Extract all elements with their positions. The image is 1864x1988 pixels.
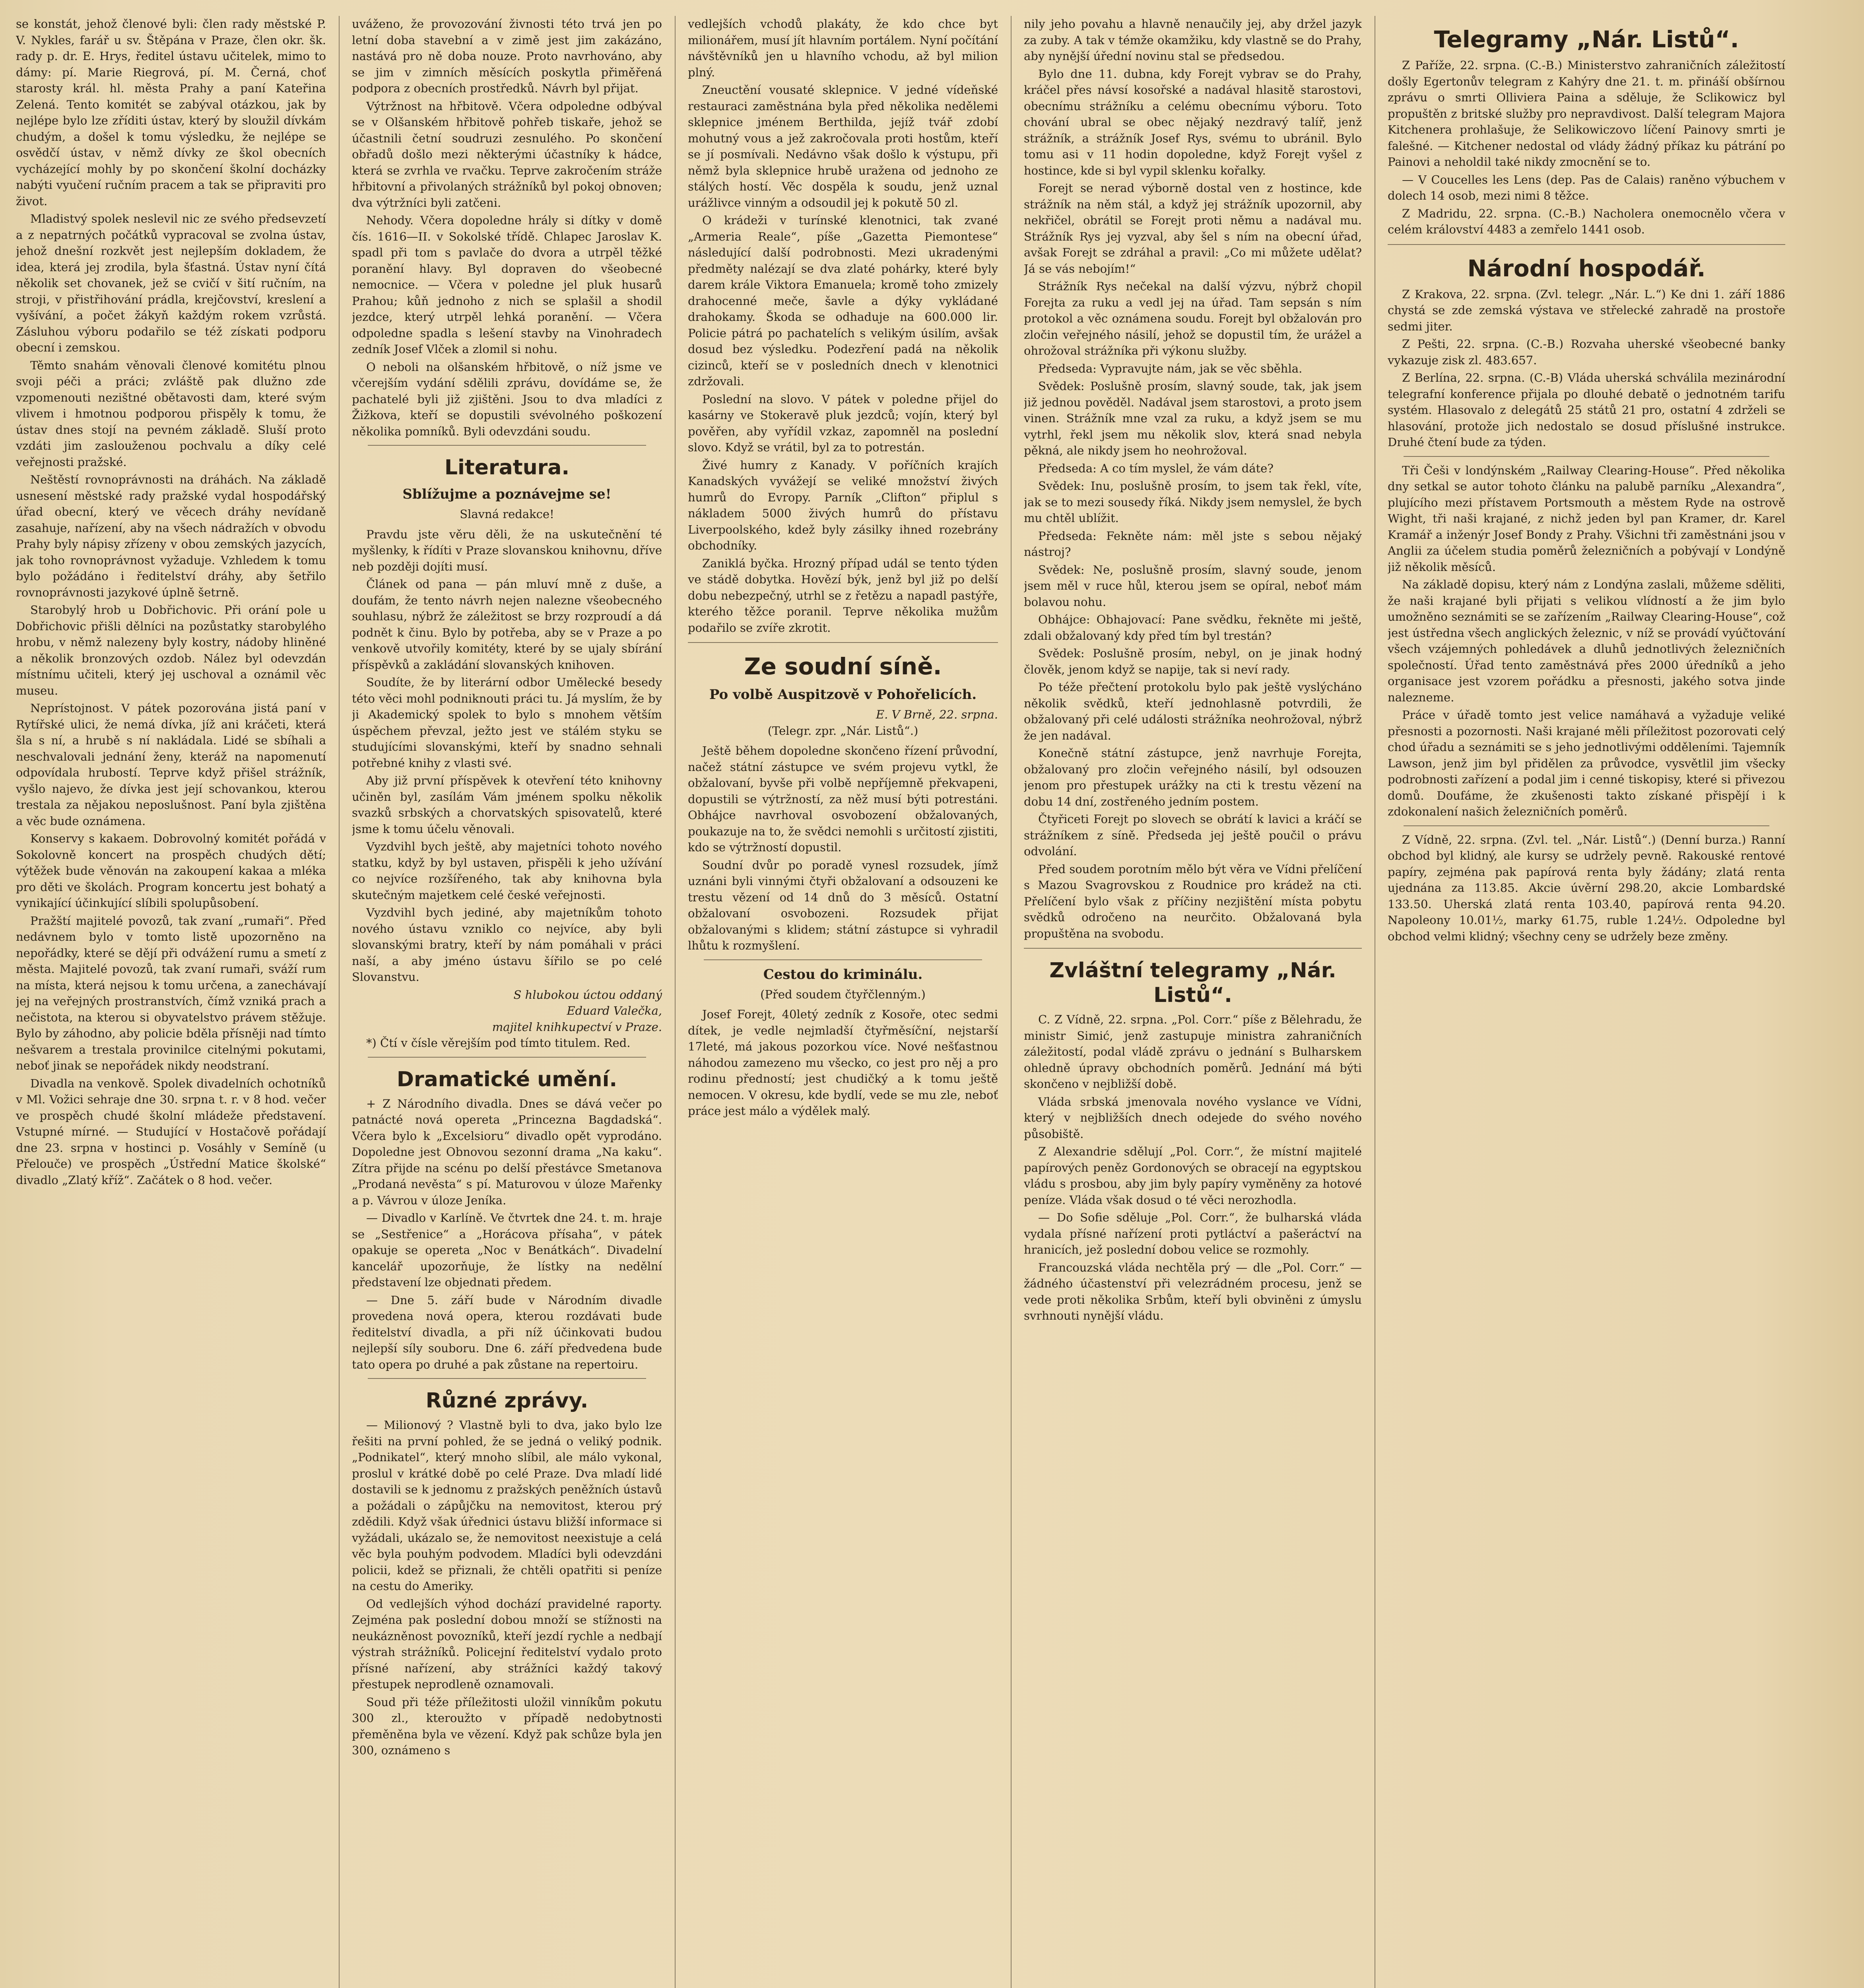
- section-rule: [688, 642, 998, 643]
- article-paragraph: vedlejších vchodů plakáty, že kdo chce byt milionářem, musí jít hlavním portálem. Nyní počítání návštěvníků jen u hlavního vchodu, až byl milion plný.: [688, 17, 998, 79]
- dialogue-line: Předseda: Fekněte nám: měl jste s sebou nějaký nástroj?: [1024, 529, 1362, 559]
- column-2: [352, 16, 662, 1988]
- article-paragraph: Konservy s kakaem. Dobrovolný komitét pořádá v Sokolovně koncert na prospěch chudých dětí; výtěžek bude věnován na zakoupení kakaa a mléka pro děti ve školách. Program koncertu jest bohatý a vynikající účinkující slíbili spolupůsobení.: [16, 832, 326, 910]
- article-paragraph: Článek od pana — pán mluví mně z duše, a doufám, že tento návrh nejen nalezne všeobecného souhlasu, nýbrž že záležitost se brzy rozproudí a dá podnět k činu. Bylo by potřeba, aby se v Praze a po venkově utvořily komitéty, které by se ujaly sbírání příspěvků a zakládání slovanských knihoven.: [352, 577, 662, 672]
- article-paragraph: — Do Sofie sděluje „Pol. Corr.“, že bulharská vláda vydala přísné nařízení proti pytláctví a pašeráctví na hranicích, jež poslední dobou velice se rozmohly.: [1024, 1211, 1362, 1256]
- section-heading-telegramy: Telegramy „Nár. Listů“.: [1434, 26, 1739, 53]
- section-heading-narodni-hospodar: Národní hospodář.: [1467, 254, 1706, 282]
- article-paragraph: C. Z Vídně, 22. srpna. „Pol. Corr.“ píše z Bělehradu, že ministr Simić, jenž zastupuje ministra zahraničních záležitostí, podal vládě zprávu o jednání s Bulharskem ohledně úpravy obchodních poměrů. Jednání má býti skončeno v nejbližší době.: [1024, 1013, 1362, 1091]
- section-heading-ruzne-zpravy: Různé zprávy.: [425, 1389, 588, 1413]
- article-paragraph: Neštěstí rovnoprávnosti na dráhách. Na základě usnesení městské rady pražské vydal hospodářský úřad obecní, který ve věcech dráhy nevídaně zasahuje, nařízení, aby na všech nádražích v obvodu Prahy byly nápisy zřízeny v obou zemských jazycích, jak toho rovnoprávnost vyžaduje. Vzhledem k tomu bylo požádáno i ředitelství dráhy, aby šetřilo rovnoprávnosti jazykové úplně šetrně.: [16, 473, 326, 599]
- section-heading-dramaticke-umeni: Dramatické umění.: [396, 1067, 617, 1091]
- article-paragraph: — Dne 5. září bude v Národním divadle provedena nová opera, kterou rozdávati bude ředitelství divadla, a při níž účinkovati budou nejlepší síly souboru. Dne 6. září předvedena bude tato opera po druhé a pak zůstane na repertoiru.: [352, 1293, 662, 1371]
- article-paragraph: Soud při téže příležitosti uložil vinníkům pokutu 300 zl., kteroužto v případě nedobytnosti přeměněna byla ve vězení. Když pak schůze byla jen 300, oznámeno s: [352, 1695, 662, 1757]
- article-paragraph: Divadla na venkově. Spolek divadelních ochotníků v Ml. Vožici sehraje dne 30. srpna t. r. v 8 hod. večer ve prospěch chudé školní mládeže představení. Vstupné mírné. — Studující v Hostačově pořádají dne 23. srpna v hostinci p. Vosáhly v Semíně (u Přelouče) ve prospěch „Ústřední Matice školské“ divadlo „Zlatý kříž“. Začátek o 8 hod. večer.: [16, 1076, 326, 1187]
- dialogue-line: Obhájce: Obhajovací: Pane svědku, řekněte mi ještě, zdali obžalovaný kdy před tím byl trestán?: [1024, 613, 1362, 643]
- letter-salutation: Slavná redakce!: [460, 507, 554, 521]
- section-heading-literatura: Literatura.: [444, 456, 570, 480]
- article-paragraph: Těmto snahám věnovali členové komitétu plnou svoji péči a práci; zvláště pak dlužno zde vzpomenouti nezištné obětavosti dam, které svým vlivem i hmotnou podporou přispěly k tomu, že ústav dnes stojí na pevném základě. Sluší proto vzdáti jim zaslouženou pochvalu a díky celé veřejnosti pražské.: [16, 358, 326, 469]
- article-paragraph: Bylo dne 11. dubna, kdy Forejt vybrav se do Prahy, kráčel přes návsí kosořské a nadával hlasitě starostovi, obecnímu strážníku a celému obecnímu výboru. Toto chování ubral se obec nějaký nezdravý talíř, jenž strážník, a strážník Josef Rys, svému to ubránil. Bylo tomu asi v 11 hodin dopoledne, když Forejt vyšel z hostince, kde si byl vypil sklenku kořalky.: [1024, 67, 1362, 177]
- article-paragraph: + Z Národního divadla. Dnes se dává večer po patnácté nová opereta „Princezna Bagdadská“. Včera bylo k „Excelsioru“ divadlo opět vyprodáno. Dopoledne jest Obnovou sezonní drama „Na kaku“. Zítra přijde na scénu po delší přestávce Smetanova „Prodaná nevěsta“ s pí. Maturovou v úloze Mařenky a p. Vávrou v úloze Jeníka.: [352, 1097, 662, 1207]
- article-subheading: (Před soudem čtyřčlenným.): [760, 987, 926, 1001]
- article-paragraph: Neprístojnost. V pátek pozorována jistá paní v Rytířské ulici, že nemá dívka, jíž ani kráčeti, která šla s ní, a hrubě s ní nakládala. Lidé se sbíhali a neschvalovali jednání ženy, kteráž na napomenutí odpovídala hrubostí. Teprve když přišel strážník, vyšlo najevo, že dívka jest její schovankou, kterou trestala za nějakou neposlušnost. Paní byla zjištěna a věc bude oznámena.: [16, 701, 326, 828]
- article-paragraph: nily jeho povahu a hlavně nenaučily jej, aby držel jazyk za zuby. A tak v témže okamžiku, kdy vlastně se do Prahy, aby nynější úřední novinu stal se předsedou.: [1024, 17, 1362, 63]
- article-paragraph: Forejt se nerad výborně dostal ven z hostince, kde strážník na něm stál, a když jej strážník upozornil, aby nekřičel, obrátil se Forejt proti němu a nadával mu. Strážník Rys jej vyzval, aby šel s ním na obecní úřad, avšak Forejt se zdráhal a pravil: „Co mi můžete udělat? Já se vás nebojím!“: [1024, 181, 1362, 276]
- article-paragraph: Pražští majitelé povozů, tak zvaní „rumaři“. Před nedávnem bylo v tomto listě upozorněno na nepořádky, které se dějí při odvážení rumu a smetí z města. Majitelé povozů, tak zvaní rumaři, sváží rum na místa, která nejsou k tomu určena, a zanechávají jej na veřejných prostranstvích, čímž vzniká prach a nečistota, na kterou si obyvatelstvo právem stěžuje. Bylo by záhodno, aby policie bděla přísněji nad tímto nešvarem a trestala provinilce citelnými pokutami, neboť jinak se nepořádek nikdy neodstraní.: [16, 914, 326, 1072]
- article-paragraph: Čtyřiceti Forejt po slovech se obrátí k lavici a kráčí se strážníkem z síně. Předseda jej ještě poučil o právu odvolání.: [1024, 812, 1362, 858]
- article-paragraph: Živé humry z Kanady. V poříčních krajích Kanadských vyvážejí se veliké množství živých humrů do Evropy. Parník „Clifton“ připlul s nákladem 5000 živých humrů do přístavu Liverpoolského, kdež byly zásilky ihned rozebrány obchodníky.: [688, 458, 998, 552]
- article-paragraph: Od vedlejších výhod dochází pravidelné raporty. Zejména pak poslední dobou množí se stížnosti na neukázněnost povozníků, kteří jezdí rychle a nedbají výstrah strážníků. Policejní ředitelství vydalo proto přísné nařízení, aby strážníci každý takový přestupek neprodleně oznamovali.: [352, 1597, 662, 1691]
- section-rule: [1404, 456, 1769, 457]
- article-paragraph: Ještě během dopoledne skončeno řízení průvodní, načež státní zástupce ve svém projevu vytkl, že obžalovaní, byvše při volbě nepříjemně překvapeni, dopustili se výtržností, za něž musí býti potrestáni. Obhájce navrhoval osvobození obžalovaných, poukazuje na to, že svědci nemohli s určitostí zjistiti, kdo se výtržností dopustil.: [688, 744, 998, 854]
- article-paragraph: Pravdu jste věru děli, že na uskutečnění té myšlenky, k řídíti v Praze slovanskou knihovnu, dříve neb později dojíti musí.: [352, 527, 662, 573]
- article-paragraph: Z Madridu, 22. srpna. (C.-B.) Nacholera onemocnělo včera v celém království 4483 a zemřelo 1441 osob.: [1388, 206, 1785, 236]
- dialogue-line: Předseda: Vypravujte nám, jak se věc sběhla.: [1038, 361, 1303, 375]
- article-paragraph: Z Berlína, 22. srpna. (C.-B) Vláda uherská schválila mezinárodní telegrafní konference přijala po dlouhé debatě o jednotném tarifu systém. Hlasovalo z delegátů 25 států 21 pro, ostatní 4 zdrželi se hlasování, protože jich nedostalo se dosud příslušné instrukce. Druhé čtení bude za týden.: [1388, 371, 1785, 449]
- dateline: E. V Brně, 22. srpna.: [876, 708, 998, 721]
- article-paragraph: O krádeži v turínské klenotnici, tak zvané „Armeria Reale“, píše „Gazetta Piemontese“ následující další podrobnosti. Mezi ukradenými předměty nalézají se dva zlaté pohárky, které byly darem krále Viktora Emanuela; kromě toho zmizely drahocenné meče, šavle a dýky vykládané drahokamy. Škoda se odhaduje na 600.000 lir. Policie pátrá po pachatelích s velikým úsilím, avšak dosud bez výsledku. Podezření padá na několik cizinců, kteří se v posledních dnech v klenotnici zdržovali.: [688, 214, 998, 388]
- article-paragraph: Práce v úřadě tomto jest velice namáhavá a vyžaduje veliké přesnosti a pozornosti. Naši krajané měli příležitost pozorovati celý chod úřadu a seznámiti se s jeho jednotlivými odděleními. Tajemník Lawson, jenž jim byl přidělen za průvodce, vysvětlil jim všecky podrobnosti zařízení a podal jim i cenné tiskopisy, které si přivezou domů. Doufáme, že zkušenosti takto získané přispějí i k zdokonalení našich železničních poměrů.: [1388, 708, 1785, 818]
- article-paragraph: Mladistvý spolek neslevil nic ze svého předsevzetí a z nepatrných počátků vypracoval se zvolna ústav, jehož dnešní rozkvět jest nejlepším dokladem, že idea, která jej zrodila, byla šťastná. Ústav nyní čítá několik set chovanek, jež se cvičí v šití ručním, na stroji, v přistřihování prádla, krejčovství, kreslení a vyšívání, a počet žákyň každým rokem vzrůstá. Zásluhou výboru podařilo se též získati podporu obecní i zemskou.: [16, 212, 326, 354]
- article-paragraph: Po téže přečtení protokolu bylo pak ještě vyslýcháno několik svědků, kteří jednohlasně potvrdili, že obžalovaný při celé události strážníka neohrožoval, nýbrž že jen nadával.: [1024, 680, 1362, 742]
- article-heading: Cestou do kriminálu.: [763, 966, 923, 982]
- column-3: [688, 16, 998, 1988]
- article-paragraph: Zneuctění vousaté sklepnice. V jedné vídeňské restauraci zaměstnána byla před několika nedělemi sklepnice jménem Berthilda, jejíž tvář zdobí mohutný vous a jež zakročovala proti hostům, kteří se jí posmívali. Nedávno však došlo k výstupu, při němž byla sklepnice hrubě uražena od jednoho ze stálých hostí. Věc dospěla k soudu, jenž uznal urážlivce vinným a odsoudil jej k pokutě 50 zl.: [688, 83, 998, 210]
- column-5: [1388, 16, 1785, 1988]
- article-paragraph: Výtržnost na hřbitově. Včera odpoledne odbýval se v Olšanském hřbitově pohřeb tiskaře, jehož se účastnili četní soudruzi zesnulého. Po skončení obřadů došlo mezi některými účastníky k hádce, která se zvrhla ve rvačku. Teprve zakročením stráže hřbitovní a přivolaných strážníků byl pokoj obnoven; dva výtržníci byli zatčeni.: [352, 99, 662, 210]
- section-rule: [368, 1378, 646, 1379]
- letter-closing: S hlubokou úctou oddaný: [513, 988, 662, 1002]
- column-divider: [675, 16, 676, 1988]
- article-paragraph: Soudíte, že by literární odbor Umělecké besedy této věci mohl podniknouti práci tu. Já myslím, že by ji Akademický spolek to bylo s mnohem větším úspěchem převzal, ježto jest ve stálém styku se studujícími slovanskými, kteří by snadno sehnali potřebné knihy z vlasti své.: [352, 676, 662, 770]
- article-paragraph: Vyzdvihl bych ještě, aby majetníci tohoto nového statku, když by byl ustaven, přispěli k jeho užívání co nejvíce rozšířeného, tak aby knihovna byla skutečným majetkem celé české veřejnosti.: [352, 840, 662, 902]
- column-divider: [1011, 16, 1012, 1988]
- column-1: [16, 16, 326, 1988]
- article-paragraph: Z Paříže, 22. srpna. (C.-B.) Ministerstvo zahraničních záležitostí došly Egertonův telegram z Kahýry dne 21. t. m. přináší obšírnou zprávu o smrti Olliviera Paina a sděluje, že Sclikowicz byl propuštěn z britské služby pro nepravdivost. Další telegram Majora Kitchenera prohlašuje, že Selikowiczovo líčení Painovy smrti je falešné. — Kitchener nedostal od vlády žádný příkaz ku pátrání po Painovi a neholdil také nikdy zmocnění se to.: [1388, 58, 1785, 169]
- article-paragraph: Strážník Rys nečekal na další výzvu, nýbrž chopil Forejta za ruku a vedl jej na úřad. Tam sepsán s ním protokol a věc oznámena soudu. Forejt byl obžalován pro zločin veřejného násilí, jehož se dopustil tím, že urážel a ohrožoval strážníka při výkonu služby.: [1024, 280, 1362, 357]
- dialogue-line: Svědek: Poslušně prosím, nebyl, on je jinak hodný člověk, jenom když se napije, tak si neví rady.: [1024, 646, 1362, 676]
- dialogue-line: Svědek: Poslušně prosím, slavný soude, tak, jak jsem již jednou pověděl. Nadával jsem starostovi, a proto jsem vinen. Strážník mne vzal za ruku, a když jsem se mu vytrhl, řekl jsem mu několik slov, která snad nebyla pěkná, ale nikdy jsem ho neohrožoval.: [1024, 379, 1362, 457]
- column-4: [1024, 16, 1362, 1988]
- article-paragraph: Starobylý hrob u Dobřichovic. Při orání pole u Dobřichovic přišli dělníci na pozůstatky starobylého hrobu, v němž nalezeny byly kostry, nádoby hliněné a několik bronzových ozdob. Nález byl odevzdán místnímu učiteli, který jej uschoval a oznámil věc museu.: [16, 603, 326, 697]
- section-rule: [704, 959, 982, 960]
- letter-heading: Sblížujme a poznávejme se!: [402, 486, 612, 502]
- article-paragraph: Z Krakova, 22. srpna. (Zvl. telegr. „Nár. L.“) Ke dni 1. září 1886 chystá se zde zemská výstava ve střelecké zahradě na prostoře sedmi jiter.: [1388, 287, 1785, 333]
- article-paragraph: — V Coucelles les Lens (dep. Pas de Calais) raněno výbuchem v dolech 14 osob, mezi nimi 8 těžce.: [1388, 173, 1785, 202]
- article-paragraph: Z Pešti, 22. srpna. (C.-B.) Rozvaha uherské všeobecné banky vykazuje zisk zl. 483.657.: [1388, 337, 1785, 367]
- section-rule: [1404, 825, 1769, 826]
- section-rule: [368, 445, 646, 446]
- section-heading-zvlastni-telegramy: Zvláštní telegramy „Nár. Listů“.: [1049, 959, 1336, 1007]
- editor-note: *) Čtí v čísle věrejším pod tímto titulem. Red.: [366, 1036, 631, 1050]
- section-rule: [1024, 948, 1362, 949]
- article-paragraph: Nehody. Včera dopoledne hrály si dítky v domě čís. 1616—II. v Sokolské třídě. Chlapec Jaroslav K. spadl při tom s pavlače do dvora a utrpěl těžké poranění hlavy. Byl dopraven do všeobecné nemocnice. — Včera v poledne jel pluk husarů Prahou; kůň jednoho z nich se splašil a shodil jezdce, který utrpěl lehká poranění. — Včera odpoledne spadla s lešení stavby na Vinohradech zedník Josef Vlček a zlomil si nohu.: [352, 214, 662, 356]
- article-paragraph: Tři Češi v londýnském „Railway Clearing-House“. Před několika dny setkal se autor tohoto článku na palubě parníku „Alexandra“, plujícího mezi přístavem Portsmouth a městem Ryde na ostrově Wight, tři naši krajané, z nichž jeden byl pan Kramer, dr. Karel Kramář a inženýr Josef Bondy z Prahy. Všichni tři zaměstnáni jsou v Anglii za účelem studia poměrů železničních a pobývají v Londýně již několik měsíců.: [1388, 463, 1785, 574]
- column-divider: [339, 16, 340, 1988]
- article-paragraph: Aby již první příspěvek k otevření této knihovny učiněn byl, zasílám Vám jménem spolku několik svazků srbských a chorvatských spisovatelů, které jsme k tomu účelu věnovali.: [352, 774, 662, 836]
- dialogue-line: Svědek: Ne, poslušně prosím, slavný soude, jenom jsem měl v ruce hůl, kterou jsem se opíral, neboť mám bolavou nohu.: [1024, 563, 1362, 609]
- article-paragraph: Před soudem porotním mělo být věra ve Vídni přelíčení s Mazou Svagrovskou z Roudnice pro krádež na cti. Přelíčení bylo však z příčiny nezjištění místa pobytu svědků odročeno na neurčito. Obžalovaná byla propuštěna na svobodu.: [1024, 862, 1362, 940]
- article-paragraph: Vyzdvihl bych jediné, aby majetníkům tohoto nového ústavu vzniklo co nejvíce, aby byli slovanskými bratry, kteří by nám pomáhali v práci naší, a aby jméno ústavu šířilo se po celé Slovanstvu.: [352, 906, 662, 984]
- article-paragraph: Na základě dopisu, který nám z Londýna zaslali, můžeme sděliti, že naši krajané byli přijati s velikou vlídností a že jim bylo umožněno seznámiti se se zařízením „Railway Clearing-House“, což jest ústředna všech anglických železnic, v níž se provádí vyúčtování všech vzájemných pohledávek a dluhů jednotlivých železničních společností. Úřad tento zaměstnává přes 2000 úředníků a jeho organisace jest vzorem pořádku a přesnosti, jakého sotva jinde nalezneme.: [1388, 578, 1785, 704]
- article-paragraph: Josef Forejt, 40letý zedník z Kosoře, otec sedmi dítek, je vedle nejmladší čtyřměsíční, nejstarší 17leté, má jakous pozorkou více. Nové nešťastnou náhodou zamezeno mu všecko, co jest pro něj a pro rodinu předností; jest chudičký a k tomu ještě nemocen. V okresu, kde bydlí, vede se mu zle, neboť práce jest málo a výdělek malý.: [688, 1008, 998, 1118]
- letter-signature: Eduard Valečka,: [567, 1004, 662, 1017]
- article-paragraph: Poslední na slovo. V pátek v poledne přijel do kasárny ve Stokeravě pluk jezdců; vojín, který byl pověřen, aby vyřídil vzkaz, zapomněl na poslední slovo. Když se vrátil, byl za to potrestán.: [688, 392, 998, 454]
- article-paragraph: Francouzská vláda nechtěla prý — dle „Pol. Corr.“ — žádného účastenství při velezrádném procesu, jenž se vede proti několika Srbům, kteří byli obviněni z úmyslu svrhnouti nynější vládu.: [1024, 1260, 1362, 1322]
- letter-signature-title: majitel knihkupectví v Praze.: [492, 1020, 662, 1034]
- source-line: (Telegr. zpr. „Nár. Listů“.): [767, 724, 918, 738]
- section-rule: [368, 1057, 646, 1058]
- dialogue-line: Svědek: Inu, poslušně prosím, to jsem tak řekl, víte, jak se to mezi sousedy říká. Nikdy jsem nemyslel, že bych mu chtěl ublížit.: [1024, 479, 1362, 525]
- article-paragraph: Zaniklá byčka. Hrozný případ udál se tento týden ve stádě dobytka. Hovězí býk, jenž byl již po delší dobu nebezpečný, utrhl se z řetězu a napadl pastýře, kterého těžce poranil. Teprve několika mužům podařilo se zvíře zkrotit.: [688, 556, 998, 635]
- section-heading-ze-soudni-sine: Ze soudní síně.: [744, 653, 942, 680]
- section-rule: [1388, 244, 1785, 245]
- article-paragraph: Konečně státní zástupce, jenž navrhuje Forejta, obžalovaný pro zločin veřejného násilí, byl odsouzen jenom pro přestupek urážky na cti k trestu vězení na dobu 14 dní, zostřeného jedním postem.: [1024, 746, 1362, 808]
- dialogue-line: Předseda: A co tím myslel, že vám dáte?: [1038, 461, 1274, 475]
- article-paragraph: Soudní dvůr po poradě vynesl rozsudek, jímž uznáni byli vinnými čtyři obžalovaní a odsouzeni ke trestu vězení od 14 dnů do 3 měsíců. Ostatní obžalovaní osvobozeni. Rozsudek přijat obžalovanými s klidem; státní zástupce si vyhradil lhůtu k rozmyšlení.: [688, 858, 998, 952]
- article-paragraph: uváženo, že provozování živnosti této trvá jen po letní doba stavební a v zimě jest jim zakázáno, nastává pro ně doba nouze. Proto navrhováno, aby se jim v zimních měsících poskytla přiměřená podpora z obecních prostředků. Návrh byl přijat.: [352, 17, 662, 95]
- article-paragraph: se konstát, jehož členové byli: člen rady městské P. V. Nykles, farář u sv. Štěpána v Praze, člen okr. šk. rady p. dr. E. Hrys, ředitel ústavu učitelek, mimo to dámy: pí. Marie Riegrová, pí. M. Černá, choť starosty král. hl. města Prahy a paní Kateřina Zelená. Tento komitét se zabýval otázkou, jak by nejlépe bylo lze zříditi ústav, který by sloužil dívkám chudým, a došel k tomu výsledku, že nejlépe se osvědčí ústav, v němž dívky ze škol obecních vycházející mohly by po skončení školní docházky nabýti vyučení ručním pracem a tak se připraviti pro život.: [16, 17, 326, 208]
- article-paragraph: Vláda srbská jmenovala nového vyslance ve Vídni, který v nejbližších dnech odejede do svého nového působiště.: [1024, 1095, 1362, 1141]
- article-paragraph: — Divadlo v Karlíně. Ve čtvrtek dne 24. t. m. hraje se „Sestřenice“ a „Horácova přísaha“, v pátek opakuje se opereta „Noc v Benátkách“. Divadelní kancelář upozorňuje, že lístky na nedělní představení lze objednati předem.: [352, 1211, 662, 1289]
- article-paragraph: O neboli na olšanském hřbitově, o níž jsme ve včerejším vydání sdělili zprávu, dovídáme se, že pachatelé byli již zjištěni. Jsou to dva mladíci z Žižkova, kteří se dopustili svévolného poškození několika pomníků. Byli odevzdáni soudu.: [352, 360, 662, 438]
- article-heading: Po volbě Auspitzově v Pohořelicích.: [709, 687, 977, 703]
- article-paragraph: Z Alexandrie sdělují „Pol. Corr.“, že místní majitelé papírových peněz Gordonových se obracejí na egyptskou vládu s prosbou, aby jim byly papíry vyměněny za hotové peníze. Vláda však dosud o té věci nerozhodla.: [1024, 1145, 1362, 1207]
- article-paragraph: Z Vídně, 22. srpna. (Zvl. tel. „Nár. Listů“.) (Denní burza.) Ranní obchod byl klidný, ale kursy se udržely pevně. Rakouské rentové papíry, zejména pak papírová renta byly žádány; zlatá renta ujednána za 113.85. Akcie úvěrní 298.20, akcie Lombardské 133.50. Uherská zlatá renta 103.40, papírová renta 94.20. Napoleony 10.01½, marky 61.75, ruble 1.24½. Odpoledne byl obchod velmi klidný; všechny ceny se udržely beze změny.: [1388, 833, 1785, 943]
- article-paragraph: — Milionový ? Vlastně byli to dva, jako bylo lze řešiti na první pohled, že se jedná o veliký podnik. „Podnikatel“, který mnoho slíbil, ale málo vykonal, proslul v krátké době po celé Praze. Dva mladí lidé dostavili se k jednomu z pražských peněžních ústavů a požádali o zápůjčku na nemovitost, kterou prý zdědili. Když však úřednici ústavu bližší informace si vyžádali, ukázalo se, že nemovitost neexistuje a celá věc byla pouhým podvodem. Mladíci byli odevzdáni policii, kdež se přiznali, že chtěli opatřiti si peníze na cestu do Ameriky.: [352, 1418, 662, 1593]
